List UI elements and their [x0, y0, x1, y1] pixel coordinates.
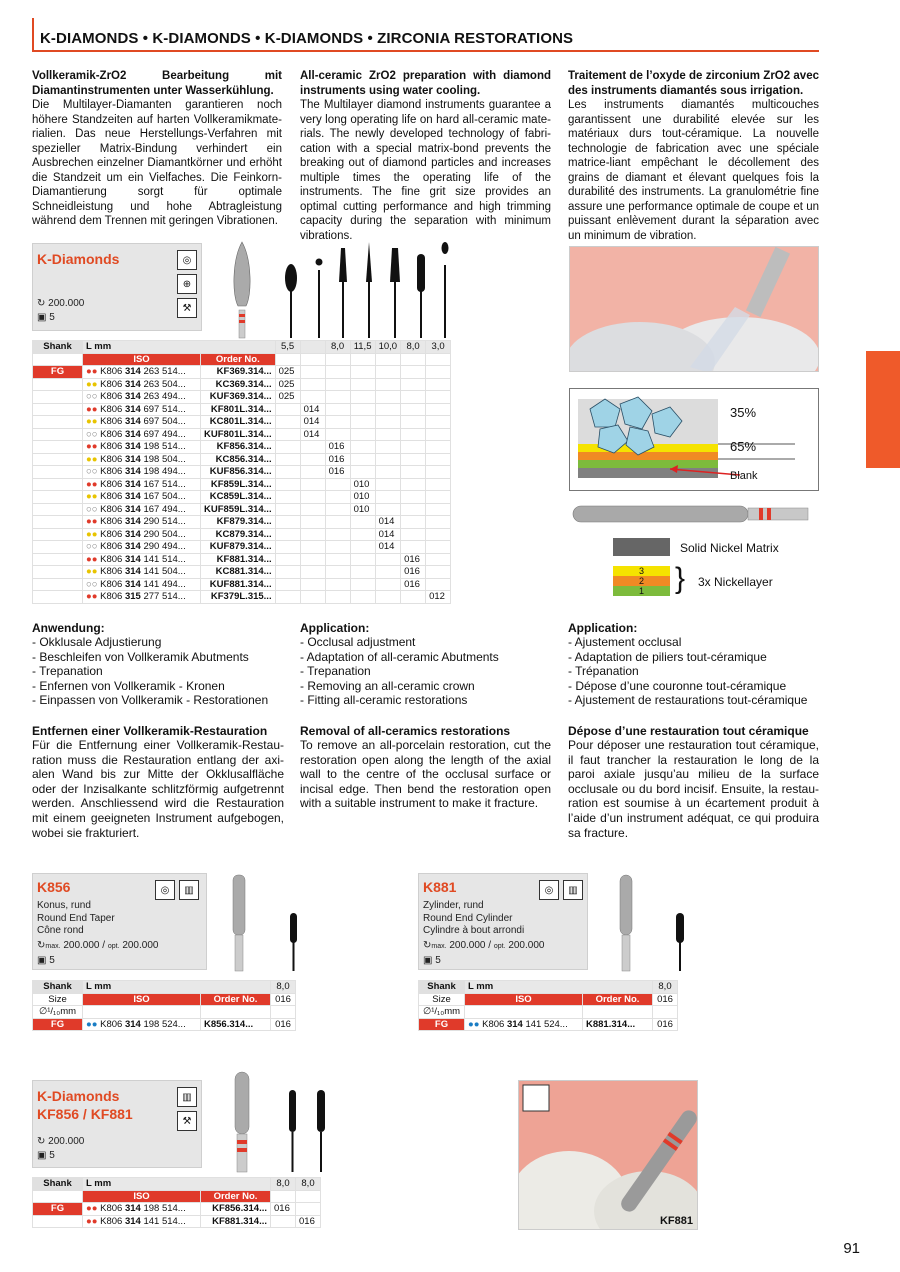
table-row — [33, 441, 451, 454]
order-header: Order No. — [201, 353, 276, 366]
iso-cell: ●● K806 314 697 504... — [83, 416, 201, 429]
intro-de — [32, 69, 282, 229]
description-line: Round End Taper — [37, 912, 115, 924]
table-row — [33, 453, 451, 466]
main-product-table — [32, 340, 451, 604]
table-row — [33, 478, 451, 491]
main-product-card — [32, 243, 202, 331]
list-item: - Occlusal adjustment — [300, 635, 416, 649]
status-dots: ●● — [86, 478, 98, 490]
main-card-title: K-Diamonds — [37, 251, 120, 267]
photo-bottom-scene — [519, 1081, 698, 1230]
size-cell: 016 — [325, 466, 350, 479]
tooth-icon: ◎ — [155, 880, 175, 900]
clinical-photo-top — [569, 246, 819, 372]
list-item: - Fitting all-ceramic restorations — [300, 693, 468, 708]
order-cell: KF881.314... — [201, 553, 276, 566]
iso-header: ISO — [83, 1190, 201, 1203]
side-tab — [866, 351, 900, 468]
iso-cell: ●● K806 314 198 504... — [83, 453, 201, 466]
bur-879-silhouette — [390, 248, 400, 338]
length-cell: 3,0 — [426, 341, 451, 354]
k881-table — [418, 980, 678, 1031]
description-line: Round End Cylinder — [423, 912, 513, 924]
k856-bur-silhouette — [290, 913, 297, 971]
list-item: - Adaptation of all-ceramic Abutments — [300, 649, 499, 664]
table-row — [33, 578, 451, 591]
removal-de-title: Entfernen einer Vollkeramik-Restauration — [32, 724, 268, 738]
iso-cell: ○○ K806 314 198 494... — [83, 466, 201, 479]
order-cell: KF856.314... — [201, 1203, 271, 1216]
size-cell: 016 — [325, 441, 350, 454]
iso-cell: ●● K806 314 167 514... — [83, 478, 201, 491]
intro-de-text: Die Multilayer-Diamanten garantieren noch höhere Standzeiten auf harten Vollkeramikmaterialien. Das neue Herstellungs-Verfahren mit spezieller Matrix-Bindung verhindert ein Ausbrechen einzelner Diamantkörner und erhöht die Standzeit um ein Vielfaches. Die Feinkorn-Diamantierung sorgt für optimale Schneidleistung und hohe Abtragleistung während dem Trennen mit geringen Vibrationen. — [32, 99, 282, 227]
implant-icon: ⚒ — [177, 298, 197, 318]
rpm-icon: ↻ — [37, 940, 46, 951]
lmm-header: L mm — [83, 981, 271, 994]
application-de — [32, 621, 287, 708]
removal-fr — [568, 724, 819, 840]
table-row — [33, 541, 451, 554]
iso-cell: ●● K806 314 697 514... — [83, 403, 201, 416]
layer-diagram-graphic — [570, 389, 818, 490]
crown-icon: ▥ — [563, 880, 583, 900]
removal-en-text: To remove an all-porcelain restoration, cut the restoration open along the length of the axial wall to the centre of the occlusal surface or incisal edge. Then bend the restoration open with a suitable instrument to make it fracture. — [300, 738, 551, 811]
header-accent — [32, 18, 34, 52]
table-row — [33, 553, 451, 566]
main-bur-image — [234, 242, 250, 338]
legend-layer-label: 3x Nickellayer — [698, 575, 773, 589]
iso-cell: ●● K806 314 198 514... — [83, 441, 201, 454]
k856-bur-photo — [233, 875, 245, 971]
table-row — [33, 391, 451, 404]
fg-cell: FG — [33, 366, 83, 379]
k856-description — [37, 900, 115, 938]
iso-cell: ●● K806 314 198 514... — [83, 1203, 201, 1216]
length-cell: 8,0 — [401, 341, 426, 354]
application-fr-title: Application: — [568, 621, 638, 635]
order-cell: KC801L.314... — [201, 416, 276, 429]
status-dots: ●● — [468, 1018, 480, 1030]
application-fr-list — [568, 635, 823, 708]
size-unit: ∅¹/₁₀mm — [33, 1006, 83, 1019]
status-dots: ●● — [86, 528, 98, 540]
length-cell: 5,5 — [275, 341, 300, 354]
lmm-header: L mm — [465, 981, 653, 994]
fg-cell: FG — [33, 1203, 83, 1216]
iso-cell: ●● K806 314 263 514... — [83, 366, 201, 379]
tooth-icon: ◎ — [177, 250, 197, 270]
iso-cell: ●● K806 314 290 514... — [83, 516, 201, 529]
kd2-bur-photo — [235, 1072, 249, 1172]
order-cell: KC879.314... — [201, 528, 276, 541]
fg-cell: FG — [419, 1018, 465, 1031]
size-cell: 010 — [350, 503, 375, 516]
intro-fr — [568, 69, 819, 243]
layer-2: 2 — [613, 576, 670, 586]
size-cell: 010 — [350, 478, 375, 491]
removal-en-title: Removal of all-ceramics restorations — [300, 724, 511, 738]
status-dots: ●● — [86, 1215, 98, 1227]
application-de-list — [32, 635, 287, 708]
table-row — [33, 428, 451, 441]
size-cell: 016 — [401, 553, 426, 566]
status-dots: ●● — [86, 378, 98, 390]
k856-card — [32, 873, 207, 970]
removal-fr-text: Pour déposer une restauration tout céramique, il faut trancher la restauration le long de la paroi axiale jusqu’au milieu de la surface occlusale ou du bord incisif. Ensuite, la restauration est soumise à un écartement produit à l’aide d’un instrument adéquat, ce qui produira sa fracture. — [568, 738, 819, 840]
order-cell: KF879.314... — [201, 516, 276, 529]
status-dots: ○○ — [86, 503, 98, 515]
size-label: Size — [419, 993, 465, 1006]
list-item: - Trepanation — [32, 664, 103, 679]
iso-cell: ○○ K806 314 263 494... — [83, 391, 201, 404]
order-cell: KF379L.315... — [201, 591, 276, 604]
status-dots: ●● — [86, 1018, 98, 1030]
removal-de — [32, 724, 284, 840]
table-row — [33, 366, 451, 379]
list-item: - Adaptation de piliers tout-céramique — [568, 649, 767, 664]
table-row — [33, 528, 451, 541]
table-row — [33, 1215, 321, 1228]
size-cell: 025 — [275, 366, 300, 379]
size-cell: 010 — [350, 491, 375, 504]
order-cell: KF859L.314... — [201, 478, 276, 491]
crown-icon: ▥ — [179, 880, 199, 900]
bur-856-silhouette — [339, 248, 347, 338]
length-cell — [300, 341, 325, 354]
k881-card — [418, 873, 588, 970]
size-head: 016 — [271, 993, 296, 1006]
kd2-pack: ▣ 5 — [37, 1150, 55, 1161]
order-cell: KUF859L.314... — [201, 503, 276, 516]
k881-rpm: ↻max. 200.000 / opt. 200.000 — [423, 940, 545, 951]
diagram-35: 35% — [730, 405, 757, 420]
iso-cell: ○○ K806 314 167 494... — [83, 503, 201, 516]
legend-matrix-label: Solid Nickel Matrix — [680, 541, 779, 555]
order-cell: KF856.314... — [201, 441, 276, 454]
main-card-pack: ▣ 5 — [37, 312, 55, 323]
size-cell: 016 — [296, 1215, 321, 1228]
bur-illustrations — [222, 240, 462, 340]
size-cell: 016 — [271, 1018, 296, 1031]
kd2-subtitle: KF856 / KF881 — [37, 1106, 133, 1122]
order-cell: KUF879.314... — [201, 541, 276, 554]
k856-rpm: ↻max. 200.000 / opt. 200.000 — [37, 940, 159, 951]
list-item: - Removing an all-ceramic crown — [300, 678, 475, 693]
crown-icon: ▥ — [177, 1087, 197, 1107]
list-item: - Trépanation — [568, 664, 639, 679]
shank-header: Shank — [419, 981, 465, 994]
list-item: - Trepanation — [300, 664, 371, 679]
package-icon: ▣ — [423, 955, 433, 966]
size-cell: 016 — [653, 1018, 678, 1031]
status-dots: ●● — [86, 416, 98, 428]
header-rule — [32, 50, 819, 52]
status-dots: ○○ — [86, 466, 98, 478]
bur-801l-silhouette — [316, 259, 323, 339]
diagram-65: 65% — [730, 439, 757, 454]
shank-header: Shank — [33, 981, 83, 994]
layer-diagram — [569, 388, 819, 491]
kd2-table — [32, 1177, 321, 1228]
status-dots: ●● — [86, 566, 98, 578]
shank-header: Shank — [33, 1178, 83, 1191]
length-cell: 11,5 — [350, 341, 375, 354]
order-cell: KC856.314... — [201, 453, 276, 466]
iso-cell: ○○ K806 314 141 494... — [83, 578, 201, 591]
iso-cell: ●● K806 314 290 504... — [83, 528, 201, 541]
kd2-title: K-Diamonds — [37, 1088, 120, 1104]
length-cell: 8,0 — [325, 341, 350, 354]
application-en — [300, 621, 555, 708]
tooth-icon: ◎ — [539, 880, 559, 900]
table-row — [33, 566, 451, 579]
description-line: Konus, rund — [37, 900, 91, 911]
iso-cell: ○○ K806 314 697 494... — [83, 428, 201, 441]
k881-bur-photo — [620, 875, 632, 971]
size-unit: ∅¹/₁₀mm — [419, 1006, 465, 1019]
application-de-title: Anwendung: — [32, 621, 105, 635]
iso-header: ISO — [465, 993, 583, 1006]
table-row — [33, 378, 451, 391]
package-icon: ▣ — [37, 1150, 47, 1161]
length-cell: 8,0 — [296, 1178, 321, 1191]
lmm-header: L mm — [83, 1178, 271, 1191]
application-fr — [568, 621, 823, 708]
status-dots: ●● — [86, 491, 98, 503]
removal-en — [300, 724, 551, 811]
status-dots: ●● — [86, 553, 98, 565]
iso-header: ISO — [83, 993, 201, 1006]
long-bur-image — [569, 500, 819, 530]
k856-title: K856 — [37, 879, 71, 895]
kd2-card — [32, 1080, 202, 1168]
intro-fr-title: Traitement de l’oxyde de zirconium ZrO2 avec des instruments diamantés sous irrigation. — [568, 70, 819, 97]
photo-label: KF881 — [659, 1215, 693, 1227]
table-row — [33, 591, 451, 604]
list-item: - Beschleifen von Vollkeramik Abutments — [32, 649, 249, 664]
intro-fr-text: Les instruments diamantés multicouches garantissent une durabilité elevée sur les matériaux durs tout-céramique. La nouvelle technologie de fabrication avec une spéciale matrice-liant empêchant le décollement des grains de diamant et élevant quelques fois la durabilité des instruments. La granulométrie fine assure une performance optimale de coupe et un puissant enlèvement durant la séparation avec un minimum de vibration. — [568, 99, 819, 242]
removal-fr-title: Dépose d’une restauration tout céramique — [568, 724, 809, 738]
status-dots: ●● — [86, 591, 98, 603]
length-cell: 8,0 — [271, 1178, 296, 1191]
size-cell: 014 — [300, 403, 325, 416]
layer-1: 1 — [613, 586, 670, 596]
package-icon: ▣ — [37, 955, 47, 966]
page-header: K-DIAMONDS • K-DIAMONDS • K-DIAMONDS • ZIRCONIA RESTORATIONS — [40, 30, 574, 47]
k881-pack: ▣ 5 — [423, 955, 441, 966]
list-item: - Enfernen von Vollkeramik - Kronen — [32, 678, 225, 693]
order-cell: KUF881.314... — [201, 578, 276, 591]
k881-bur-images — [610, 873, 695, 973]
application-en-title: Application: — [300, 621, 370, 635]
description-line: Cylindre à bout arrondi — [423, 925, 525, 936]
k856-bur-images — [225, 873, 310, 973]
order-cell: KUF369.314... — [201, 391, 276, 404]
k881-bur-silhouette — [676, 913, 684, 971]
k881-description — [423, 900, 524, 938]
removal-de-text: Für die Entfernung einer Vollkeramik-Restauration muss die Restauration entlang der axialen Wand bis zur Mitte der Okklusalfläche oder der Inzisalkante schlitzförmig aufgetrennt werden. Anschliessend wird die Restauration mit einem geeigneten Instrument aufgebogen, wobei sie frakturiert. — [32, 738, 284, 840]
bur-379l-silhouette — [442, 242, 449, 338]
size-cell: 025 — [275, 391, 300, 404]
size-head: 016 — [653, 993, 678, 1006]
list-item: - Dépose d’une couronne tout-céramique — [568, 678, 787, 693]
kf881-silhouette — [317, 1090, 325, 1172]
legend-matrix-swatch — [613, 538, 670, 556]
length-cell: 8,0 — [271, 981, 296, 994]
status-dots: ○○ — [86, 428, 98, 440]
page-number: 91 — [843, 1240, 860, 1257]
bur-859l-silhouette — [366, 242, 372, 338]
iso-cell: ●● K806 314 141 514... — [83, 553, 201, 566]
size-cell: 014 — [300, 416, 325, 429]
order-cell: KF369.314... — [201, 366, 276, 379]
size-cell: 016 — [325, 453, 350, 466]
order-header: Order No. — [201, 993, 271, 1006]
bur-881-silhouette — [417, 254, 425, 338]
order-cell: KC859L.314... — [201, 491, 276, 504]
size-cell: 014 — [375, 541, 401, 554]
implant-icon: ⚒ — [177, 1111, 197, 1131]
list-item: - Ajustement occlusal — [568, 635, 682, 649]
rpm-icon: ↻ — [37, 298, 46, 309]
iso-cell: ●● K806 314 263 504... — [83, 378, 201, 391]
length-cell: 10,0 — [375, 341, 401, 354]
table-row — [33, 403, 451, 416]
status-dots: ●● — [86, 366, 98, 378]
iso-cell: ○○ K806 314 290 494... — [83, 541, 201, 554]
intro-de-title: Vollkeramik-ZrO2 Bearbeitung mit Diamantinstrumenten unter Wasserkühlung. — [32, 70, 282, 97]
kf856-silhouette — [289, 1090, 296, 1172]
iso-cell: ●● K806 314 141 504... — [83, 566, 201, 579]
intro-en — [300, 69, 551, 243]
lmm-header: L mm — [83, 341, 276, 354]
iso-cell: ●● K806 314 167 504... — [83, 491, 201, 504]
order-cell: K856.314... — [201, 1018, 271, 1031]
clinical-photo-bottom — [518, 1080, 698, 1230]
table-row — [33, 503, 451, 516]
legend-brace: } — [675, 562, 686, 595]
intro-en-title: All-ceramic ZrO2 preparation with diamond instruments using water cooling. — [300, 70, 551, 97]
status-dots: ○○ — [86, 578, 98, 590]
iso-header: ISO — [83, 353, 201, 366]
status-dots: ●● — [86, 441, 98, 453]
table-row — [33, 491, 451, 504]
iso-cell: ●● K806 314 141 514... — [83, 1215, 201, 1228]
order-header: Order No. — [583, 993, 653, 1006]
diagram-blank: Blank — [730, 470, 758, 482]
list-item: - Ajustement de restaurations tout-céramique — [568, 693, 808, 708]
list-item: - Okklusale Adjustierung — [32, 635, 162, 649]
order-cell: K881.314... — [583, 1018, 653, 1031]
size-label: Size — [33, 993, 83, 1006]
photo-scene — [570, 247, 819, 372]
description-line: Zylinder, rund — [423, 900, 484, 911]
table-row — [33, 1203, 321, 1216]
status-dots: ●● — [86, 403, 98, 415]
order-cell: KF801L.314... — [201, 403, 276, 416]
table-row — [33, 516, 451, 529]
k856-table — [32, 980, 296, 1031]
k881-title: K881 — [423, 879, 457, 895]
length-cell: 8,0 — [653, 981, 678, 994]
list-item: - Einpassen von Vollkeramik - Restorationen — [32, 693, 269, 708]
crown-icon: ⊕ — [177, 274, 197, 294]
status-dots: ●● — [86, 516, 98, 528]
table-row: FG ●● K806 314 198 524... K856.314... 016 — [33, 1018, 296, 1031]
application-en-list — [300, 635, 555, 708]
status-dots: ○○ — [86, 541, 98, 553]
size-cell: 016 — [401, 578, 426, 591]
shank-header: Shank — [33, 341, 83, 354]
order-cell: KUF801L.314... — [201, 428, 276, 441]
description-line: Cône rond — [37, 925, 84, 936]
order-header: Order No. — [201, 1190, 271, 1203]
size-cell: 025 — [275, 378, 300, 391]
size-cell: 016 — [271, 1203, 296, 1216]
status-dots: ○○ — [86, 391, 98, 403]
main-card-rpm: ↻ 200.000 — [37, 298, 85, 309]
legend-layer-swatch — [613, 566, 670, 596]
size-cell: 012 — [426, 591, 451, 604]
k856-pack: ▣ 5 — [37, 955, 55, 966]
order-cell: KF881.314... — [201, 1215, 271, 1228]
bur-369-silhouette — [285, 264, 297, 338]
layer-3: 3 — [613, 566, 670, 576]
iso-cell: ●● K806 315 277 514... — [83, 591, 201, 604]
order-cell: KC881.314... — [201, 566, 276, 579]
table-row — [33, 466, 451, 479]
size-cell: 014 — [300, 428, 325, 441]
status-dots: ●● — [86, 453, 98, 465]
status-dots: ●● — [86, 1203, 98, 1215]
order-cell: KUF856.314... — [201, 466, 276, 479]
table-row: FG ●● K806 314 141 524... K881.314... 016 — [419, 1018, 678, 1031]
order-cell: KC369.314... — [201, 378, 276, 391]
fg-cell: FG — [33, 1018, 83, 1031]
package-icon: ▣ — [37, 312, 47, 323]
kd2-bur-images — [225, 1070, 335, 1175]
rpm-icon: ↻ — [37, 1136, 46, 1147]
size-cell: 016 — [401, 566, 426, 579]
size-cell: 014 — [375, 528, 401, 541]
intro-en-text: The Multilayer diamond instruments guarantee a very long operating life on hard all-ceramic materials. The newly developed technology of fabrication with a special matrix-bond prevents the breaking out of diamond particles and increases multiple times the operating life of the instruments. The fine grit size provides an optimal cutting performance and high trimming capacity during the separation with minimum vibrations. — [300, 99, 551, 242]
rpm-icon: ↻ — [423, 940, 432, 951]
table-row — [33, 416, 451, 429]
kd2-rpm: ↻ 200.000 — [37, 1136, 85, 1147]
size-cell: 014 — [375, 516, 401, 529]
